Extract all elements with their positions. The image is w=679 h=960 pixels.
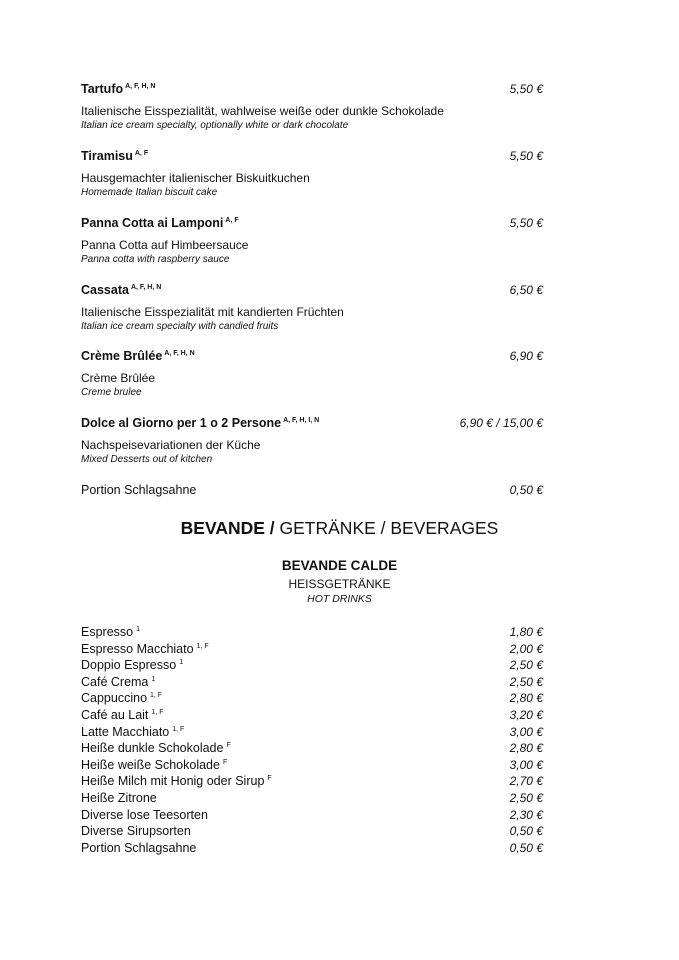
- drink-price: 0,50 €: [509, 840, 543, 855]
- dessert-item: [81, 283, 543, 332]
- drink-name: Heiße Milch mit Honig oder Sirup $^F$: [81, 774, 272, 789]
- drink-price: 2,80 €: [509, 691, 543, 706]
- list-item: [81, 808, 543, 825]
- drink-price: 1,80 €: [509, 625, 543, 639]
- section-title: [0, 518, 679, 539]
- drink-name: Cappuccino $^{1, F}$: [81, 691, 163, 706]
- allergen-codes: 1, F: [196, 642, 209, 650]
- subsection-title-en: HOT DRINKS: [307, 593, 372, 605]
- allergen-codes: F: [267, 775, 272, 783]
- list-item: [81, 708, 543, 725]
- dessert-description-en: Creme brulee: [81, 387, 142, 398]
- dessert-description-en: Homemade Italian biscuit cake: [81, 187, 218, 198]
- extra-item: [81, 483, 543, 497]
- drink-name: Espresso $^1$: [81, 625, 141, 639]
- dessert-description-de: Italienische Eisspezialität mit kandierten Früchten: [81, 305, 344, 319]
- dessert-description-de: Panna Cotta auf Himbeersauce: [81, 238, 249, 252]
- dessert-name: Tartufo $^{A, F, H, N}$: [81, 82, 156, 96]
- allergen-codes: 1: [136, 626, 141, 633]
- drink-price: 3,20 €: [509, 707, 543, 722]
- drink-name: Latte Macchiato $^{1, F}$: [81, 724, 185, 739]
- list-item: [81, 758, 543, 775]
- drink-name: Café au Lait $^{1, F}$: [81, 707, 164, 722]
- section-title-rest: GETRÄNKE / BEVERAGES: [274, 518, 499, 538]
- drink-price: 2,50 €: [509, 674, 543, 689]
- dessert-price: 5,50 €: [509, 82, 543, 96]
- list-item: [81, 675, 543, 692]
- drink-name: Diverse Sirupsorten: [81, 824, 191, 839]
- drink-price: 2,50 €: [509, 790, 543, 805]
- list-item: [81, 642, 543, 659]
- allergen-codes: F: [226, 742, 231, 750]
- dessert-description-en: Italian ice cream specialty, optionally white or dark chocolate: [81, 120, 349, 131]
- dessert-price: 6,50 €: [509, 283, 543, 297]
- allergen-codes: A, F, H, N: [125, 83, 156, 90]
- extra-price: 0,50 €: [509, 483, 543, 497]
- drink-name: Heiße Zitrone: [81, 790, 157, 805]
- drinks-list: [81, 625, 543, 857]
- dessert-description-de: Hausgemachter italienischer Biskuitkuchen: [81, 171, 310, 185]
- allergen-codes: 1, F: [151, 708, 164, 716]
- drink-price: 2,00 €: [509, 641, 543, 656]
- dessert-description-en: Italian ice cream specialty with candied fruits: [81, 321, 279, 332]
- dessert-description-de: Crème Brûlée: [81, 371, 156, 385]
- dessert-description-de: Italienische Eisspezialität, wahlweise weiße oder dunkle Schokolade: [81, 104, 444, 118]
- drink-price: 2,80 €: [509, 741, 543, 756]
- dessert-description-de: Nachspeisevariationen der Küche: [81, 438, 261, 452]
- allergen-codes: 1, F: [172, 725, 185, 733]
- dessert-item: [81, 82, 543, 131]
- allergen-codes: A, F: [134, 150, 149, 157]
- list-item: [81, 741, 543, 758]
- dessert-price: 6,90 € / 15,00 €: [459, 416, 543, 430]
- dessert-price: 5,50 €: [509, 149, 543, 163]
- allergen-codes: 1, F: [150, 692, 163, 700]
- drink-price: 3,00 €: [509, 724, 543, 739]
- drink-name: Heiße weiße Schokolade $^F$: [81, 757, 228, 772]
- dessert-item: [81, 416, 543, 465]
- list-item: [81, 841, 543, 858]
- dessert-name: Cassata $^{A, F, H, N}$: [81, 283, 162, 297]
- drink-price: 3,00 €: [509, 757, 543, 772]
- allergen-codes: 1: [179, 659, 184, 667]
- section-title-bold: BEVANDE /: [180, 518, 275, 538]
- subsection-title-de: HEISSGETRÄNKE: [288, 577, 391, 591]
- list-item: [81, 774, 543, 791]
- drink-price: 2,30 €: [509, 807, 543, 822]
- allergen-codes: A, F, H, N: [130, 284, 162, 291]
- dessert-name: Dolce al Giorno per 1 o 2 Persone $^{A, F, H, I, N}$: [81, 416, 320, 430]
- drink-name: Café Crema $^1$: [81, 674, 156, 689]
- allergen-codes: F: [222, 758, 228, 766]
- allergen-codes: A, F, H, N: [164, 350, 195, 357]
- list-item: [81, 625, 543, 642]
- dessert-item: [81, 349, 543, 398]
- dessert-price: 5,50 €: [509, 216, 543, 230]
- dessert-description-en: Mixed Desserts out of kitchen: [81, 454, 213, 465]
- allergen-codes: A, F, H, I, N: [283, 417, 320, 424]
- list-item: [81, 725, 543, 742]
- dessert-name: Tiramisu $^{A, F}$: [81, 149, 149, 163]
- dessert-item: [81, 216, 543, 265]
- drink-name: Espresso Macchiato $^{1, F}$: [81, 641, 209, 656]
- allergen-codes: A, F: [225, 217, 239, 224]
- dessert-name: Crème Brûlée $^{A, F, H, N}$: [81, 349, 195, 363]
- drink-price: 0,50 €: [509, 824, 543, 839]
- dessert-price: 6,90 €: [509, 349, 543, 363]
- dessert-description-en: Panna cotta with raspberry sauce: [81, 254, 230, 265]
- drink-name: Diverse lose Teesorten: [81, 807, 208, 822]
- dessert-item: [81, 149, 543, 198]
- dessert-name: Panna Cotta ai Lamponi $^{A, F}$: [81, 216, 239, 230]
- subsection-title: BEVANDE CALDE: [281, 558, 398, 573]
- list-item: [81, 658, 543, 675]
- drink-name: Portion Schlagsahne: [81, 840, 197, 855]
- drink-price: 2,50 €: [509, 658, 543, 673]
- extra-name: Portion Schlagsahne: [81, 483, 197, 497]
- drink-name: Doppio Espresso $^1$: [81, 658, 184, 673]
- list-item: [81, 824, 543, 841]
- list-item: [81, 791, 543, 808]
- drink-name: Heiße dunkle Schokolade $^F$: [81, 741, 231, 756]
- drink-price: 2,70 €: [509, 774, 543, 789]
- allergen-codes: 1: [151, 675, 156, 683]
- list-item: [81, 691, 543, 708]
